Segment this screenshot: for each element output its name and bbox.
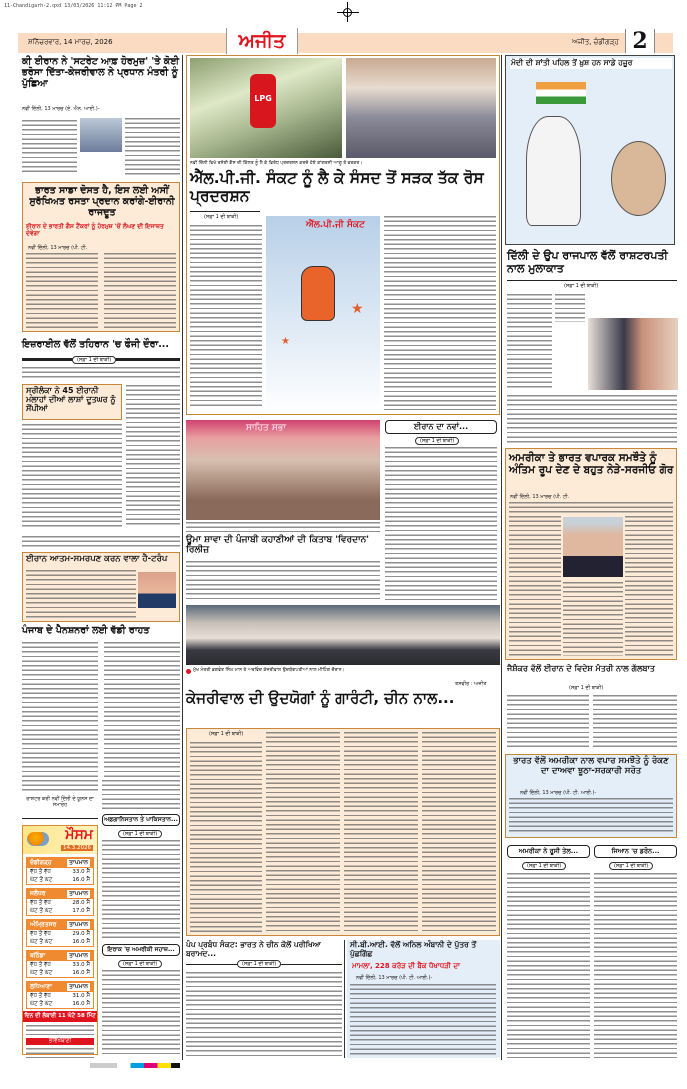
- headline-book: ਊਮਾ ਸ਼ਾਵਾ ਦੀ ਪੰਜਾਬੀ ਕਹਾਣੀਆਂ ਦੀ ਕਿਤਾਬ 'ਵਿਰਦਾਨ' ਰਿਲੀਜ਼: [186, 535, 370, 556]
- article-text: [593, 695, 677, 750]
- lpg-cartoon: [266, 216, 380, 412]
- weather-box: [22, 825, 98, 1055]
- headline-oil: ਅਮਰੀਕਾ ਨੇ ਰੂਸੀ ਤੇਲ...: [507, 845, 590, 858]
- continued-tag: (ਸਫ਼ਾ 1 ਦੀ ਬਾਕੀ): [237, 960, 281, 968]
- column-rule: [344, 940, 345, 1058]
- cartoon-title: ਮੋਦੀ ਦੀ ਸ਼ਾਂਤੀ ਪਹਿਲ ਤੋਂ ਖ਼ੁਸ਼ ਹਨ ਸਾਡੇ ਹਜ਼ੂਰ: [510, 58, 672, 69]
- weather-city: [26, 857, 94, 885]
- sun-cloud-icon: [27, 832, 49, 846]
- headline-drone: ਜਿਆਨ 'ਚ ਡਰੋਨ...: [594, 845, 677, 858]
- headline-iraq: ਇਰਾਕ 'ਚ ਅਮਰੀਕੀ ਜਹਾਜ਼...: [102, 944, 180, 956]
- article-text: [104, 642, 180, 777]
- book-release-photo: [186, 420, 380, 520]
- city-name: ਬਠਿੰਡਾ: [30, 952, 46, 959]
- headline-jaishankar: ਜੈਸ਼ੰਕਰ ਵੱਲੋਂ ਈਰਾਨ ਦੇ ਵਿਦੇਸ਼ ਮੰਤਰੀ ਨਾਲ ਗੱਲਬਾਤ: [507, 664, 655, 673]
- headline-trump: ਈਰਾਨ ਆਤਮ-ਸਮਰਪਣ ਕਰਨ ਵਾਲਾ ਹੈ-ਟਰੰਪ: [26, 554, 168, 564]
- divider: [22, 818, 98, 819]
- subheadline: ਈਰਾਨ ਦੇ ਭਾਰਤੀ ਗੈਸ ਟੈਂਕਰਾਂ ਨੂੰ ਹੋਰਮੁਜ਼ 'ਚੋਂ ਲੰਘਣ ਦੀ ਇਜਾਜ਼ਤ ਦੇਵੇਗਾ: [26, 223, 164, 237]
- max-temp: 31.0 ਸੈ: [72, 993, 90, 999]
- article-text: [563, 582, 623, 656]
- forecast-text: [26, 1048, 94, 1058]
- headline-lg: ਦਿੱਲੀ ਦੇ ਉਪ ਰਾਜਪਾਲ ਵੱਲੋਂ ਰਾਸ਼ਟਰਪਤੀ ਨਾਲ ਮੁਲਾਕਾਤ: [507, 249, 668, 275]
- continued-tag: (ਸਫ਼ਾ 1 ਦੀ ਬਾਕੀ): [560, 283, 602, 289]
- photo-caption: ਮੁੱਖ ਮੰਤਰੀ ਭਗਵੰਤ ਸਿੰਘ ਮਾਨ ਤੇ ਅਰਵਿੰਦ ਕੇਜਰੀਵਾਲ ਉਦਯੋਗਪਤੀਆਂ ਨਾਲ ਮੀਟਿੰਗ ਦੌਰਾਨ।: [193, 668, 345, 673]
- article-text: [186, 561, 380, 601]
- newspaper-logo: ਅਜੀਤ: [226, 28, 298, 54]
- sergio-gor-photo: [563, 517, 623, 577]
- article-text: [102, 840, 180, 938]
- weather-title: ਮੌਸਮ: [65, 827, 93, 843]
- article-text: [422, 732, 496, 932]
- continued-tag: (ਸਫ਼ਾ 1 ਦੀ ਬਾਕੀ): [565, 685, 607, 691]
- headline-lpg: ਐੱਲ.ਪੀ.ਜੀ. ਸੰਕਟ ਨੂੰ ਲੈ ਕੇ ਸੰਸਦ ਤੋਂ ਸੜਕ ਤੱਕ ਰੋਸ ਪ੍ਰਦਰਸ਼ਨ: [190, 169, 484, 205]
- max-label: ਵੱਧ ਤੋਂ ਵੱਧ: [30, 900, 51, 906]
- weather-city: [26, 919, 94, 947]
- min-label: ਘੱਟ ਤੋਂ ਘੱਟ: [30, 939, 53, 945]
- weather-city: [26, 888, 94, 916]
- photo-caption: ਨਵੀਂ ਦਿੱਲੀ ਵਿਖੇ ਰਸੋਈ ਗੈਸ ਦੀ ਕਿੱਲਤ ਨੂੰ ਲੈ ਕੇ ਵਿਰੋਧ ਪ੍ਰਦਰਸ਼ਨ ਕਰਦੇ ਹੋਏ ਕਾਂਗਰਸੀ ਆਗੂ ਤੇ ਵਰਕਰ।: [190, 161, 363, 166]
- continued-tag: (ਸਫ਼ਾ 1 ਦੀ ਬਾਕੀ): [72, 356, 116, 364]
- headline-pump: ਪੰਪ ਪ੍ਰਬੰਧ ਸੰਕਟ: ਭਾਰਤ ਨੇ ਚੀਨ ਕੋਲੋਂ ਪਰੀਖਿਆ ਬਰਾਮਦ...: [186, 940, 321, 958]
- article-text: [104, 253, 176, 328]
- article-text: [190, 225, 262, 409]
- article-text: [344, 732, 418, 932]
- min-temp: 16.0 ਸੈ: [72, 877, 90, 883]
- article-text: [22, 780, 98, 792]
- headline-pension: ਪੰਜਾਬ ਦੇ ਪੈਨਸ਼ਨਰਾਂ ਲਈ ਵੱਡੀ ਰਾਹਤ: [22, 625, 150, 636]
- lpg-cylinder-prop: LPG: [250, 74, 276, 128]
- max-label: ਵੱਧ ਤੋਂ ਵੱਧ: [30, 993, 51, 999]
- city-name: ਜਲੰਧਰ: [30, 890, 46, 897]
- max-temp: 28.0 ਸੈ: [72, 900, 90, 906]
- sun-times: [26, 1025, 94, 1035]
- min-temp: 16.0 ਸੈ: [72, 1001, 90, 1007]
- min-temp: 17.0 ਸੈ: [72, 908, 90, 914]
- divider: [190, 211, 260, 212]
- caricature-right: [611, 141, 666, 216]
- city-name: ਅੰਮ੍ਰਿਤਸਰ: [30, 921, 57, 928]
- lpg-protest-photo: [190, 58, 342, 158]
- caricature-left: [526, 116, 581, 226]
- headline-iran-envoy: ਭਾਰਤ ਸਾਡਾ ਦੋਸਤ ਹੈ, ਇਸ ਲਈ ਅਸੀਂ ਸੁਰੱਖਿਅਤ ਰਸਤਾ ਪ੍ਰਦਾਨ ਕਰਾਂਗੇ-ਈਰਾਨੀ ਰਾਜਦੂਤ: [29, 185, 175, 218]
- article-text: [384, 216, 496, 410]
- weather-city-list: [23, 857, 97, 1009]
- kejriwal-photo: [80, 118, 122, 152]
- weather-city: [26, 981, 94, 1009]
- unit-label: ਤਾਪਮਾਨ: [69, 921, 88, 928]
- weather-date: 14.3.2026: [63, 845, 91, 851]
- masthead-city: ਅਜੀਤ, ਚੰਡੀਗੜ੍ਹ: [572, 38, 619, 46]
- article-text: [102, 780, 180, 810]
- article-text: [509, 516, 561, 656]
- article-text: [507, 873, 590, 1058]
- unit-label: ਤਾਪਮਾਨ: [69, 952, 88, 959]
- article-text: [126, 385, 180, 525]
- dateline: ਨਵੀਂ ਦਿੱਲੀ, 13 ਮਾਰਚ (ਏ. ਐਨ. ਆਈ.)-: [22, 106, 100, 112]
- article-text: [26, 570, 136, 618]
- photo-caption: [186, 522, 380, 532]
- article-text: [22, 424, 122, 529]
- min-label: ਘੱਟ ਤੋਂ ਘੱਟ: [30, 970, 53, 976]
- headline-iran-new: ਈਰਾਨ ਦਾ ਨਵਾਂ...: [385, 420, 497, 434]
- weather-city: [26, 950, 94, 978]
- article-text: [507, 695, 589, 750]
- article-text: [190, 742, 262, 932]
- continued-tag: (ਸਫ਼ਾ 1 ਦੀ ਬਾਕੀ): [118, 960, 162, 968]
- dateline: ਨਵੀਂ ਦਿੱਲੀ, 13 ਮਾਰਚ (ਪੀ. ਟੀ.: [28, 245, 88, 251]
- star-icon: ★: [351, 301, 364, 317]
- article-text: [22, 367, 180, 381]
- continued-tag: (ਸਫ਼ਾ 1 ਦੀ ਬਾਕੀ): [522, 862, 566, 870]
- lg-president-photo: [588, 318, 678, 390]
- city-name: ਚੰਡੀਗੜ੍ਹ: [30, 859, 52, 866]
- article-text: [594, 873, 677, 1058]
- min-label: ਘੱਟ ਤੋਂ ਘੱਟ: [30, 1001, 53, 1007]
- unit-label: ਤਾਪਮਾਨ: [69, 983, 88, 990]
- lpg-queue-photo: [346, 58, 496, 158]
- article-text: [125, 118, 180, 175]
- article-text: [509, 502, 673, 514]
- bullet-icon: [186, 669, 191, 674]
- article-text: [22, 536, 180, 548]
- star-icon: ★: [281, 336, 290, 347]
- min-label: ਘੱਟ ਤੋਂ ਘੱਟ: [30, 877, 53, 883]
- dateline: ਨਵੀਂ ਦਿੱਲੀ, 13 ਮਾਰਚ (ਪੀ. ਟੀ.: [510, 494, 570, 500]
- article-text: [22, 120, 77, 175]
- cylinder-wings-drawing: [301, 266, 335, 321]
- page-number: 2: [625, 29, 655, 53]
- article-text: [22, 642, 98, 777]
- article-text: [26, 253, 98, 328]
- article-text: [186, 972, 342, 1058]
- max-temp: 33.0 ਸੈ: [72, 962, 90, 968]
- photo-credit: ਤਸਵੀਰ : ਅਜੀਤ: [455, 681, 487, 687]
- article-text: [507, 395, 677, 443]
- political-cartoon: [505, 55, 675, 245]
- print-slug: 11-Chandigarh-2.qxd 13/03/2026 11:12 PM Page 2: [4, 3, 143, 9]
- article-text: [385, 447, 497, 602]
- min-temp: 16.0 ਸੈ: [72, 970, 90, 976]
- headline-kejriwal: ਕੀ ਈਰਾਨ ਨੇ 'ਸਟਰੇਟ ਆਫ਼ ਹੋਰਮੁਜ਼' 'ਤੇ ਕੋਈ ਭਰੋਸਾ ਦਿੱਤਾ-ਕੇਜਰੀਵਾਲ ਨੇ ਪ੍ਰਧਾਨ ਮੰਤਰੀ ਨੂੰ ਪੁੱਛਿਆ: [22, 56, 180, 89]
- max-temp: 33.0 ਸੈ: [72, 869, 90, 875]
- continued-tag: (ਸਫ਼ਾ 1 ਦੀ ਬਾਕੀ): [415, 437, 459, 445]
- subheadline: ਮਾਮਲਾ, 228 ਕਰੋੜ ਦੀ ਬੈਂਕ ਧੋਖਾਧੜੀ ਦਾ: [352, 962, 460, 970]
- max-temp: 29.0 ਸੈ: [72, 931, 90, 937]
- headline-kejriwal-china: ਕੇਜਰੀਵਾਲ ਦੀ ਉਦਯੋਗਾਂ ਨੂੰ ਗਾਰੰਟੀ, ਚੀਨ ਨਾਲ...: [186, 689, 455, 707]
- continued-tag: (ਸਫ਼ਾ 1 ਦੀ ਬਾਕੀ): [200, 214, 242, 220]
- article-text: [625, 516, 673, 656]
- headline-israel: ਇਜ਼ਰਾਈਲ ਵੱਲੋਂ ਤਹਿਰਾਨ 'ਚ ਫੌਜੀ ਦੌਰਾ...: [22, 339, 170, 350]
- unit-label: ਤਾਪਮਾਨ: [69, 859, 88, 866]
- article-text: [509, 798, 673, 835]
- article-text: [102, 970, 180, 1055]
- masthead-date: ਸ਼ਨਿੱਚਰਵਾਰ, 14 ਮਾਰਚ, 2026: [28, 38, 113, 46]
- headline-srilanka: ਸ੍ਰੀਲੰਕਾ ਨੇ 45 ਈਰਾਨੀ ਮਲਾਹਾਂ ਦੀਆਂ ਲਾਸ਼ਾਂ ਦੂਤਘਰ ਨੂੰ ਸੌਂਪੀਆਂ: [26, 386, 116, 414]
- flag-drawing: [536, 82, 586, 104]
- column-rule: [501, 55, 502, 1060]
- crosshair-icon: [333, 2, 363, 22]
- article-text: [555, 294, 585, 322]
- article-footer: ਰਾਸ਼ਟਰ ਕਰੀ ਨਵੀਂ ਦਿੱਲੀ ਦੇ ਯੂਨਸ ਦਾ ਸਮਾਰੋਹ: [26, 796, 94, 808]
- continued-tag: (ਸਫ਼ਾ 1 ਦੀ ਬਾਕੀ): [118, 830, 162, 838]
- unit-label: ਤਾਪਮਾਨ: [69, 890, 88, 897]
- article-text: [266, 732, 340, 932]
- max-label: ਵੱਧ ਤੋਂ ਵੱਧ: [30, 931, 51, 937]
- max-label: ਵੱਧ ਤੋਂ ਵੱਧ: [30, 962, 51, 968]
- banner-text: ਸਾਹਿਤ ਸਭਾ: [246, 423, 286, 433]
- trump-photo: [138, 572, 176, 608]
- color-registration-bar: [90, 1063, 180, 1068]
- min-temp: 16.0 ਸੈ: [72, 939, 90, 945]
- forecast-label: ਭਵਿੱਖਬਾਣੀ: [26, 1038, 94, 1045]
- column-rule: [182, 55, 183, 1060]
- industry-meeting-photo: [186, 605, 500, 665]
- continued-tag: (ਸਫ਼ਾ 1 ਦੀ ਬਾਕੀ): [609, 862, 653, 870]
- min-label: ਘੱਟ ਤੋਂ ਘੱਟ: [30, 908, 53, 914]
- headline-cbi: ਸੀ.ਬੀ.ਆਈ. ਵੱਲੋਂ ਅਨਿਲ ਅੰਬਾਨੀ ਦੇ ਪੁੱਤਰ ਤੋਂ ਪੁੱਛਗਿੱਛ: [350, 940, 477, 958]
- dateline: ਨਵੀਂ ਦਿੱਲੀ, 13 ਮਾਰਚ (ਪੀ. ਟੀ. ਆਈ.)-: [356, 975, 433, 981]
- article-text: [350, 984, 496, 1055]
- headline-claim: ਭਾਰਤ ਵੱਲੋਂ ਅਮਰੀਕਾ ਨਾਲ ਵਪਾਰ ਸਮਝੌਤੇ ਨੂੰ ਰੋਕਣ ਦਾ ਦਾਅਵਾ ਝੂਠਾ-ਸਰਕਾਰੀ ਸਰੋਤ: [513, 756, 669, 776]
- continued-tag: (ਸਫ਼ਾ 1 ਦੀ ਬਾਕੀ): [209, 731, 244, 737]
- headline-afghan: ਅਫ਼ਗਾਨਿਸਤਾਨ ਤੇ ਪਾਕਿਸਤਾਨ...: [102, 814, 180, 826]
- day-length: ਦਿਨ ਦੀ ਲੰਬਾਈ 11 ਘੰਟੇ 58 ਮਿੰਟ: [23, 1011, 97, 1022]
- cartoon-title: ਐੱਲ.ਪੀ.ਜੀ ਸੰਕਟ: [306, 220, 365, 230]
- article-text: [507, 294, 552, 390]
- headline-trade: ਅਮਰੀਕਾ ਤੇ ਭਾਰਤ ਵਪਾਰਕ ਸਮਝੌਤੇ ਨੂੰ ਅੰਤਿਮ ਰੂਪ ਦੇਣ ਦੇ ਬਹੁਤ ਨੇੜੇ-ਸਰਜੀਓ ਗੋਰ: [509, 452, 674, 477]
- city-name: ਲੁਧਿਆਣਾ: [30, 983, 52, 990]
- dateline: ਨਵੀਂ ਦਿੱਲੀ, 13 ਮਾਰਚ (ਪੀ. ਟੀ. ਆਈ.)-: [520, 790, 597, 796]
- max-label: ਵੱਧ ਤੋਂ ਵੱਧ: [30, 869, 51, 875]
- divider: [507, 280, 677, 281]
